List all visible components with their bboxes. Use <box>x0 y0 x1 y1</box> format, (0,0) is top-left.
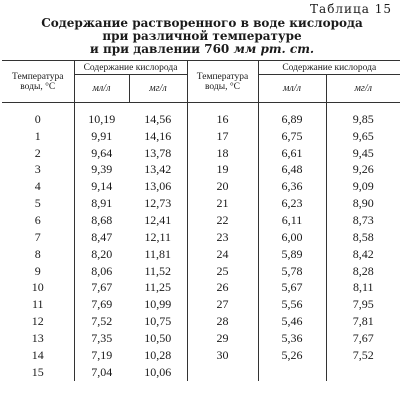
cell-ml-right: 5,26 <box>258 347 326 364</box>
cell-temp-left: 14 <box>31 347 44 362</box>
cell-mg-left: 13,78 <box>144 145 172 160</box>
cell-ml-right: 6,23 <box>258 195 326 212</box>
cell-ml-left: 8,20 <box>74 246 129 263</box>
cell-ml-right: 5,67 <box>258 279 326 296</box>
cell-ml-left: 9,91 <box>74 128 129 145</box>
cell-mg-right: 9,45 <box>326 145 400 162</box>
cell-temp-right: 18 <box>187 145 258 162</box>
cell-ml-left: 9,64 <box>74 145 129 162</box>
cell-temp-right: 24 <box>187 246 258 263</box>
cell-mg-left: 12,41 <box>144 212 172 227</box>
cell-ml-left: 7,69 <box>74 296 129 313</box>
cell-temp-left: 11 <box>31 297 44 312</box>
temp-header-right: Температура воды, °C <box>187 61 258 103</box>
cell-ml-left: 7,35 <box>74 330 129 347</box>
caption-line-3 <box>0 43 404 56</box>
cell-mg-right: 7,67 <box>326 330 400 347</box>
cell-temp-left: 12 <box>31 314 44 329</box>
table-row <box>2 195 400 212</box>
cell-temp-right: 22 <box>187 212 258 229</box>
cell-mg-left: 11,52 <box>144 263 172 278</box>
cell-temp-right: 20 <box>187 178 258 195</box>
cell-ml-right: 5,36 <box>258 330 326 347</box>
cell-ml-right: 6,00 <box>258 229 326 246</box>
cell-ml-right <box>258 364 326 381</box>
cell-temp-left: 15 <box>31 364 44 379</box>
table-row <box>2 347 400 364</box>
cell-temp-left: 9 <box>34 263 41 278</box>
cell-mg-left: 10,28 <box>144 347 172 362</box>
cell-mg-left: 11,81 <box>144 246 172 261</box>
cell-mg-right: 9,65 <box>326 128 400 145</box>
cell-ml-right: 5,89 <box>258 246 326 263</box>
cell-ml-left: 8,91 <box>74 195 129 212</box>
temp-header-left: Температура воды, °C <box>2 61 74 103</box>
cell-temp-left: 10 <box>31 280 44 295</box>
cell-ml-left: 8,06 <box>74 263 129 280</box>
cell-mg-right: 8,73 <box>326 212 400 229</box>
cell-temp-left: 5 <box>34 196 41 211</box>
table-row <box>2 229 400 246</box>
cell-ml-right: 5,78 <box>258 263 326 280</box>
cell-ml-right: 6,89 <box>258 103 326 128</box>
cell-mg-right: 8,90 <box>326 195 400 212</box>
cell-mg-left: 11,25 <box>144 280 172 295</box>
caption-line-3-unit: мм рт. ст. <box>233 42 315 56</box>
unit-ml-left: мл/л <box>74 75 129 103</box>
table-row <box>2 162 400 179</box>
cell-ml-right: 6,75 <box>258 128 326 145</box>
cell-temp-right: 17 <box>187 128 258 145</box>
group-header-left: Содержание кислорода <box>74 61 187 75</box>
cell-mg-right: 9,85 <box>326 103 400 128</box>
cell-temp-right: 19 <box>187 162 258 179</box>
cell-ml-left: 9,39 <box>74 162 129 179</box>
cell-mg-left: 10,06 <box>144 364 172 379</box>
cell-ml-left: 7,67 <box>74 279 129 296</box>
cell-mg-right: 8,28 <box>326 263 400 280</box>
cell-ml-left: 10,19 <box>74 103 129 128</box>
table-row <box>2 263 400 280</box>
unit-mg-right: мг/л <box>326 75 400 103</box>
cell-mg-right <box>326 364 400 381</box>
cell-mg-left: 13,06 <box>144 179 172 194</box>
cell-ml-left: 7,52 <box>74 313 129 330</box>
cell-temp-left: 3 <box>34 162 41 177</box>
cell-ml-left: 8,68 <box>74 212 129 229</box>
cell-mg-left: 10,99 <box>144 297 172 312</box>
table-caption <box>0 17 404 56</box>
table-row <box>2 103 400 128</box>
cell-temp-right: 28 <box>187 313 258 330</box>
cell-temp-right: 26 <box>187 279 258 296</box>
cell-ml-right: 6,11 <box>258 212 326 229</box>
table-row <box>2 145 400 162</box>
cell-temp-right: 30 <box>187 347 258 364</box>
cell-mg-left: 14,56 <box>144 111 172 126</box>
cell-temp-right: 23 <box>187 229 258 246</box>
caption-line-2: при различной температуре <box>102 29 302 43</box>
cell-ml-right: 6,48 <box>258 162 326 179</box>
cell-ml-right: 6,61 <box>258 145 326 162</box>
cell-mg-left: 14,16 <box>144 128 172 143</box>
cell-mg-right: 8,42 <box>326 246 400 263</box>
cell-mg-right: 9,09 <box>326 178 400 195</box>
cell-mg-right: 8,11 <box>326 279 400 296</box>
unit-mg-left: мг/л <box>129 75 187 103</box>
table-row <box>2 246 400 263</box>
caption-line-1: Содержание растворенного в воде кислорода <box>41 16 363 30</box>
group-header-right: Содержание кислорода <box>258 61 400 75</box>
cell-temp-right: 21 <box>187 195 258 212</box>
cell-temp-left: 1 <box>34 128 41 143</box>
cell-temp-left: 7 <box>34 229 41 244</box>
cell-temp-left: 2 <box>34 145 41 160</box>
cell-mg-right: 8,58 <box>326 229 400 246</box>
cell-mg-right: 7,52 <box>326 347 400 364</box>
cell-ml-left: 7,04 <box>74 364 129 381</box>
cell-temp-right: 25 <box>187 263 258 280</box>
cell-temp-left: 6 <box>34 212 41 227</box>
oxygen-table <box>2 60 400 381</box>
cell-mg-right: 9,26 <box>326 162 400 179</box>
table-row <box>2 212 400 229</box>
cell-temp-right <box>187 364 258 381</box>
cell-mg-right: 7,81 <box>326 313 400 330</box>
cell-temp-left: 4 <box>34 179 41 194</box>
cell-mg-left: 12,73 <box>144 196 172 211</box>
cell-temp-right: 29 <box>187 330 258 347</box>
caption-line-3-text: и при давлении 760 <box>89 42 234 56</box>
table-row <box>2 313 400 330</box>
cell-mg-left: 10,75 <box>144 314 172 329</box>
table-row <box>2 128 400 145</box>
cell-mg-left: 12,11 <box>144 229 172 244</box>
cell-ml-left: 7,19 <box>74 347 129 364</box>
table-row <box>2 279 400 296</box>
cell-mg-left: 13,42 <box>144 162 172 177</box>
cell-temp-left: 8 <box>34 246 41 261</box>
table-row <box>2 330 400 347</box>
table-row <box>2 296 400 313</box>
table-body <box>2 103 400 381</box>
cell-mg-right: 7,95 <box>326 296 400 313</box>
table-row <box>2 178 400 195</box>
cell-ml-left: 8,47 <box>74 229 129 246</box>
cell-mg-left: 10,50 <box>144 330 172 345</box>
cell-temp-right: 27 <box>187 296 258 313</box>
cell-ml-left: 9,14 <box>74 178 129 195</box>
cell-temp-left: 0 <box>34 111 41 126</box>
cell-ml-right: 6,36 <box>258 178 326 195</box>
table-row <box>2 364 400 381</box>
cell-ml-right: 5,56 <box>258 296 326 313</box>
unit-ml-right: мл/л <box>258 75 326 103</box>
table-number: Таблица 15 <box>310 2 392 16</box>
cell-temp-right: 16 <box>187 103 258 128</box>
cell-ml-right: 5,46 <box>258 313 326 330</box>
cell-temp-left: 13 <box>31 330 44 345</box>
